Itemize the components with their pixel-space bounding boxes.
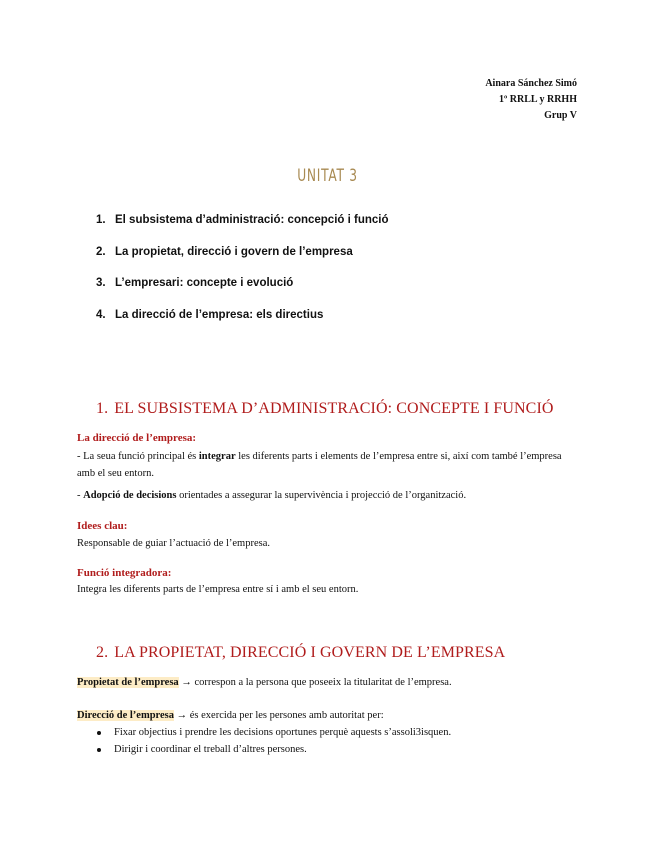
ideas-subheading: Idees clau: xyxy=(77,520,128,532)
funcio-subheading: Funció integradora: xyxy=(77,567,172,579)
toc-item xyxy=(96,307,389,339)
dash: - xyxy=(77,490,84,501)
propietat-line xyxy=(77,674,582,691)
direccio-item-1 xyxy=(77,448,582,482)
toc-item xyxy=(96,212,389,244)
toc-label: El subsistema d’administració: concepció i funció xyxy=(115,214,389,226)
toc-number: 1. xyxy=(96,214,106,226)
highlighted-term: Direcció de l’empresa xyxy=(77,710,174,721)
text: → correspon a la persona que poseeix la titularitat de l’empresa. xyxy=(178,677,452,688)
section-1-heading xyxy=(96,400,554,418)
list-item-text: Dirigir i coordinar el treball d’altres persones. xyxy=(114,744,307,755)
text: → és exercida per les persones amb autoritat per: xyxy=(174,710,384,721)
author-name: Ainara Sánchez Simó xyxy=(485,78,577,89)
bullet-icon xyxy=(97,748,101,752)
author-group: Grup V xyxy=(544,110,577,121)
section-2-title: LA PROPIETAT, DIRECCIÓ I GOVERN DE L’EMPRESA xyxy=(114,644,506,661)
author-block xyxy=(485,76,577,124)
toc-number: 4. xyxy=(96,308,106,321)
toc-label: La direcció de l’empresa: els directius xyxy=(115,308,324,321)
bold-term: integrar xyxy=(198,451,236,462)
highlighted-term: Propietat de l’empresa xyxy=(77,677,179,688)
toc-number: 2. xyxy=(96,245,106,258)
unit-title: UNITAT 3 xyxy=(297,166,358,186)
toc-label: L’empresari: concepte i evolució xyxy=(115,277,294,289)
dash: - xyxy=(77,451,84,462)
text: orientades a assegurar la supervivència i projecció de l’organització. xyxy=(176,490,467,501)
direccio-subheading: La direcció de l’empresa: xyxy=(77,432,197,444)
section-2-number: 2. xyxy=(96,644,109,661)
direccio-bullets xyxy=(97,724,451,758)
funcio-text: Integra les diferents parts de l’empresa entre sí i amb el seu entorn. xyxy=(77,584,359,595)
direccio-line xyxy=(77,707,582,724)
direccio-item-2 xyxy=(77,487,582,504)
toc-label: La propietat, direcció i govern de l’empresa xyxy=(115,245,353,258)
list-item-text: Fixar objectius i prendre les decisions oportunes perquè aquests s’assoli3isquen. xyxy=(114,727,452,738)
bullet-icon xyxy=(97,731,101,735)
author-course: 1º RRLL y RRHH xyxy=(498,94,577,105)
toc-item xyxy=(96,275,389,307)
toc-number: 3. xyxy=(96,277,106,289)
ideas-text: Responsable de guiar l’actuació de l’empresa. xyxy=(77,538,271,549)
list-item xyxy=(97,724,451,741)
list-item xyxy=(97,741,451,758)
table-of-contents xyxy=(96,212,389,338)
section-1-number: 1. xyxy=(96,400,109,417)
bold-term: Adopció de decisions xyxy=(83,490,177,501)
section-2-heading xyxy=(96,644,505,662)
section-1-title: EL SUBSISTEMA D’ADMINISTRACIÓ: CONCEPTE I FUNCIÓ xyxy=(114,400,554,417)
text: les diferents parts i elements de l’empresa entre si, així com també l’empresa amb el seu entorn. xyxy=(77,451,562,479)
toc-item xyxy=(96,244,389,276)
text: La seua funció principal és xyxy=(83,451,199,462)
